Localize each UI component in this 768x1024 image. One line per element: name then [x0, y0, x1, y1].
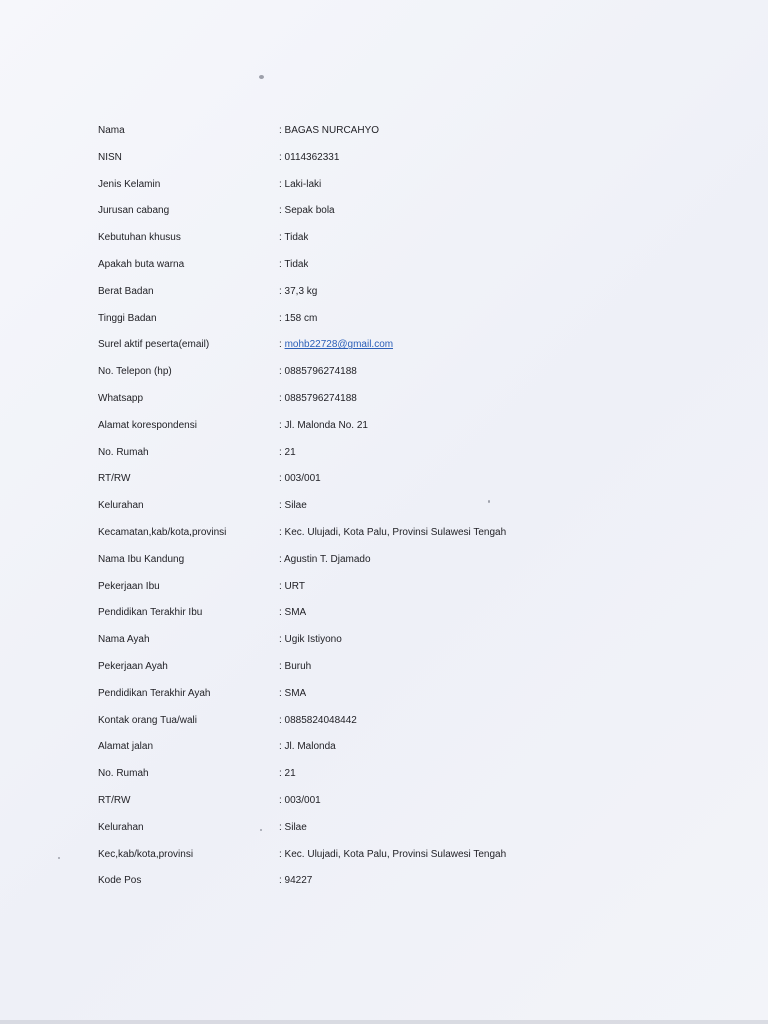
field-value: : Silae: [279, 500, 307, 512]
field-value: : SMA: [279, 607, 307, 619]
field-label: Kebutuhan khusus: [98, 232, 181, 244]
field-row-tinggi-badan: [98, 310, 538, 337]
field-label: Kelurahan: [98, 500, 144, 512]
field-label: Pekerjaan Ayah: [98, 660, 168, 672]
scan-speck: [58, 857, 60, 859]
field-value: : 003/001: [279, 794, 321, 806]
student-data-form: [98, 122, 538, 899]
field-value: : Kec. Ulujadi, Kota Palu, Provinsi Sulawesi Tengah: [279, 526, 507, 538]
field-label: Nama: [98, 125, 125, 136]
field-value: : 21: [279, 768, 296, 780]
field-row-pekerjaan-ayah: [98, 658, 538, 685]
field-label: Kecamatan,kab/kota,provinsi: [98, 526, 227, 538]
field-value: : 21: [279, 446, 296, 458]
field-row-email: [98, 336, 538, 363]
field-label: Tinggi Badan: [98, 312, 157, 324]
field-row-kecamatan-2: [98, 846, 538, 873]
field-value: : Laki-laki: [279, 178, 322, 190]
field-row-rt-rw-2: [98, 792, 538, 819]
field-row-nisn: [98, 149, 538, 176]
field-value: : BAGAS NURCAHYO: [279, 125, 380, 136]
field-label: No. Rumah: [98, 768, 149, 780]
field-row-telepon: [98, 363, 538, 390]
field-row-nama: [98, 122, 538, 149]
email-link[interactable]: mohb22728@gmail.com: [284, 339, 394, 351]
field-row-pendidikan-ayah: [98, 685, 538, 712]
field-label: No. Rumah: [98, 446, 149, 458]
field-value: : 158 cm: [279, 312, 318, 324]
field-row-whatsapp: [98, 390, 538, 417]
field-label: RT/RW: [98, 473, 131, 485]
field-label: Apakah buta warna: [98, 258, 185, 270]
field-row-pekerjaan-ibu: [98, 578, 538, 605]
field-label: Pendidikan Terakhir Ibu: [98, 607, 203, 619]
field-row-no-rumah: [98, 444, 538, 471]
value-prefix: :: [279, 339, 285, 351]
field-label: Pendidikan Terakhir Ayah: [98, 687, 211, 699]
field-row-kode-pos: [98, 872, 538, 899]
field-label: Alamat jalan: [98, 741, 154, 753]
field-value: : Buruh: [279, 660, 312, 672]
field-label: Pekerjaan Ibu: [98, 580, 160, 592]
field-value: : URT: [279, 580, 305, 592]
field-row-kelurahan: [98, 497, 538, 524]
field-value: : 0885796274188: [279, 366, 357, 378]
field-value: : Sepak bola: [279, 205, 335, 217]
field-label: Nama Ibu Kandung: [98, 553, 185, 565]
field-value: [279, 338, 393, 352]
scan-speck: [259, 75, 264, 79]
field-value: : Tidak: [279, 258, 309, 270]
field-label: Whatsapp: [98, 392, 144, 404]
field-label: NISN: [98, 151, 122, 163]
field-row-nama-ayah: [98, 631, 538, 658]
field-label: Kontak orang Tua/wali: [98, 714, 197, 726]
field-label: Kelurahan: [98, 821, 144, 833]
field-label: Jurusan cabang: [98, 205, 170, 217]
field-label: RT/RW: [98, 794, 131, 806]
field-label: Alamat korespondensi: [98, 419, 197, 431]
field-row-alamat-korespondensi: [98, 417, 538, 444]
field-value: : 003/001: [279, 473, 321, 485]
field-value: : Jl. Malonda No. 21: [279, 419, 368, 431]
field-row-no-rumah-2: [98, 765, 538, 792]
field-row-kontak-orang-tua: [98, 712, 538, 739]
field-row-berat-badan: [98, 283, 538, 310]
field-label: Nama Ayah: [98, 634, 150, 646]
field-row-kecamatan: [98, 524, 538, 551]
field-value: : Jl. Malonda: [279, 741, 336, 753]
field-value: : 37,3 kg: [279, 285, 318, 297]
field-row-kelurahan-2: [98, 819, 538, 846]
scan-bottom-edge: [0, 1020, 768, 1024]
field-value: : Kec. Ulujadi, Kota Palu, Provinsi Sulawesi Tengah: [279, 848, 507, 860]
field-label: Kode Pos: [98, 875, 142, 887]
field-value: : Tidak: [279, 232, 309, 244]
field-row-kebutuhan-khusus: [98, 229, 538, 256]
field-value: : 0885796274188: [279, 392, 357, 404]
field-value: : 0885824048442: [279, 714, 357, 726]
field-label: Berat Badan: [98, 285, 154, 297]
field-value: : Agustin T. Djamado: [279, 553, 371, 565]
field-value: : 0114362331: [279, 151, 340, 163]
field-value: : Silae: [279, 821, 307, 833]
field-row-nama-ibu: [98, 551, 538, 578]
field-value: : Ugik Istiyono: [279, 634, 342, 646]
field-value: : 94227: [279, 875, 313, 887]
field-row-pendidikan-ibu: [98, 604, 538, 631]
field-row-jenis-kelamin: [98, 176, 538, 203]
field-row-rt-rw: [98, 470, 538, 497]
field-label: Jenis Kelamin: [98, 178, 161, 190]
field-label: Kec,kab/kota,provinsi: [98, 848, 194, 860]
field-row-alamat-jalan: [98, 738, 538, 765]
field-row-jurusan-cabang: [98, 202, 538, 229]
field-label: Surel aktif peserta(email): [98, 339, 210, 351]
field-label: No. Telepon (hp): [98, 366, 172, 378]
field-value: : SMA: [279, 687, 307, 699]
field-row-buta-warna: [98, 256, 538, 283]
